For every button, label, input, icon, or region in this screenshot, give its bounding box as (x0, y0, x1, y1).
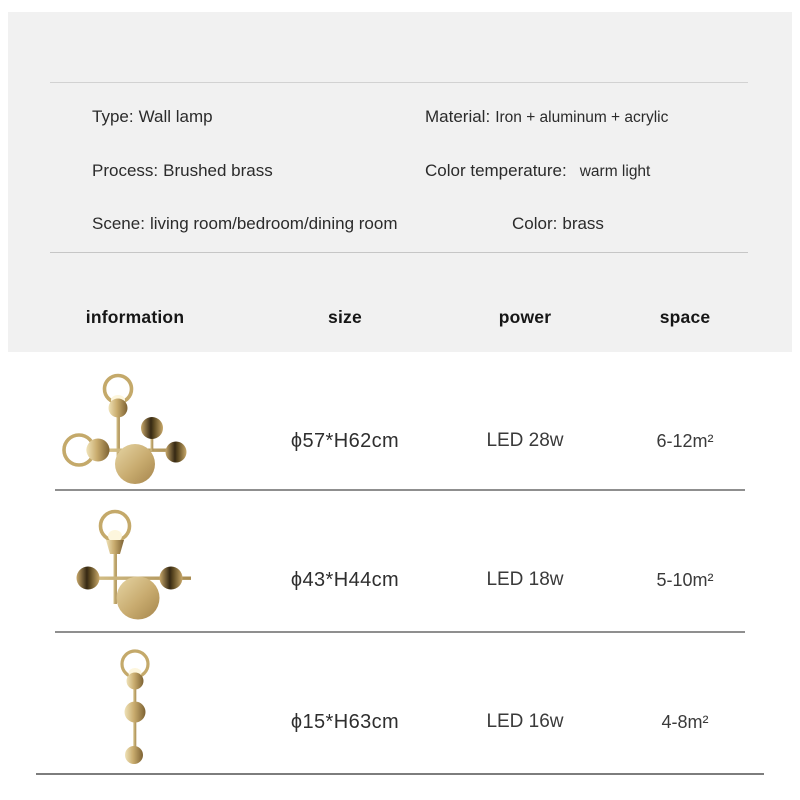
bottom-divider (36, 773, 764, 775)
lamp-image-four-light (0, 491, 270, 633)
spec-material-label: Material: (425, 107, 491, 126)
wall-lamp-five-light-illustration (50, 362, 220, 484)
table-row (0, 633, 740, 775)
table-header (0, 303, 740, 331)
space-value: 4-8m² (661, 711, 709, 732)
size-value: ϕ57*H62cm (290, 429, 400, 452)
table-row (0, 352, 740, 494)
power-value: LED 16w (486, 711, 564, 732)
power-value: LED 28w (486, 430, 564, 451)
spec-type-label: Type: (92, 107, 134, 126)
panel-top-divider (50, 82, 748, 83)
lamp-image-three-light (0, 633, 270, 775)
spec-material (425, 104, 668, 131)
lamp-image-five-light (0, 352, 270, 494)
spec-scene (92, 211, 398, 237)
column-header-information: information (85, 306, 185, 327)
column-header-space: space (659, 306, 711, 327)
space-value: 6-12m² (656, 430, 714, 451)
spec-color-temperature-label: Color temperature: (425, 161, 567, 180)
spec-process-value: Brushed brass (163, 161, 273, 180)
spec-row-process-colortemp (8, 158, 792, 184)
spec-type-value: Wall lamp (138, 107, 213, 126)
spec-material-value: Iron + aluminum + acrylic (495, 109, 669, 126)
panel-bottom-divider (50, 252, 748, 253)
space-value: 5-10m² (656, 569, 714, 590)
table-row (0, 491, 740, 633)
wall-lamp-three-light-illustration (90, 642, 180, 766)
spec-color-value: brass (562, 214, 604, 233)
spec-type (92, 104, 213, 130)
wall-lamp-four-light-illustration (50, 500, 220, 624)
spec-process-label: Process: (92, 161, 159, 180)
spec-color-temperature (425, 158, 650, 185)
spec-color-label: Color: (512, 214, 558, 233)
spec-color (512, 211, 604, 237)
product-spec-panel (8, 12, 792, 352)
spec-row-scene-color (8, 211, 792, 237)
size-value: ϕ43*H44cm (290, 568, 400, 591)
column-header-size: size (328, 306, 362, 327)
spec-color-temperature-value: warm light (579, 163, 651, 180)
column-header-power: power (498, 306, 552, 327)
spec-scene-label: Scene: (92, 214, 145, 233)
spec-process (92, 158, 273, 184)
spec-row-type-material (8, 104, 792, 130)
power-value: LED 18w (486, 569, 564, 590)
size-value: ϕ15*H63cm (290, 710, 400, 733)
spec-scene-value: living room/bedroom/dining room (149, 214, 398, 233)
